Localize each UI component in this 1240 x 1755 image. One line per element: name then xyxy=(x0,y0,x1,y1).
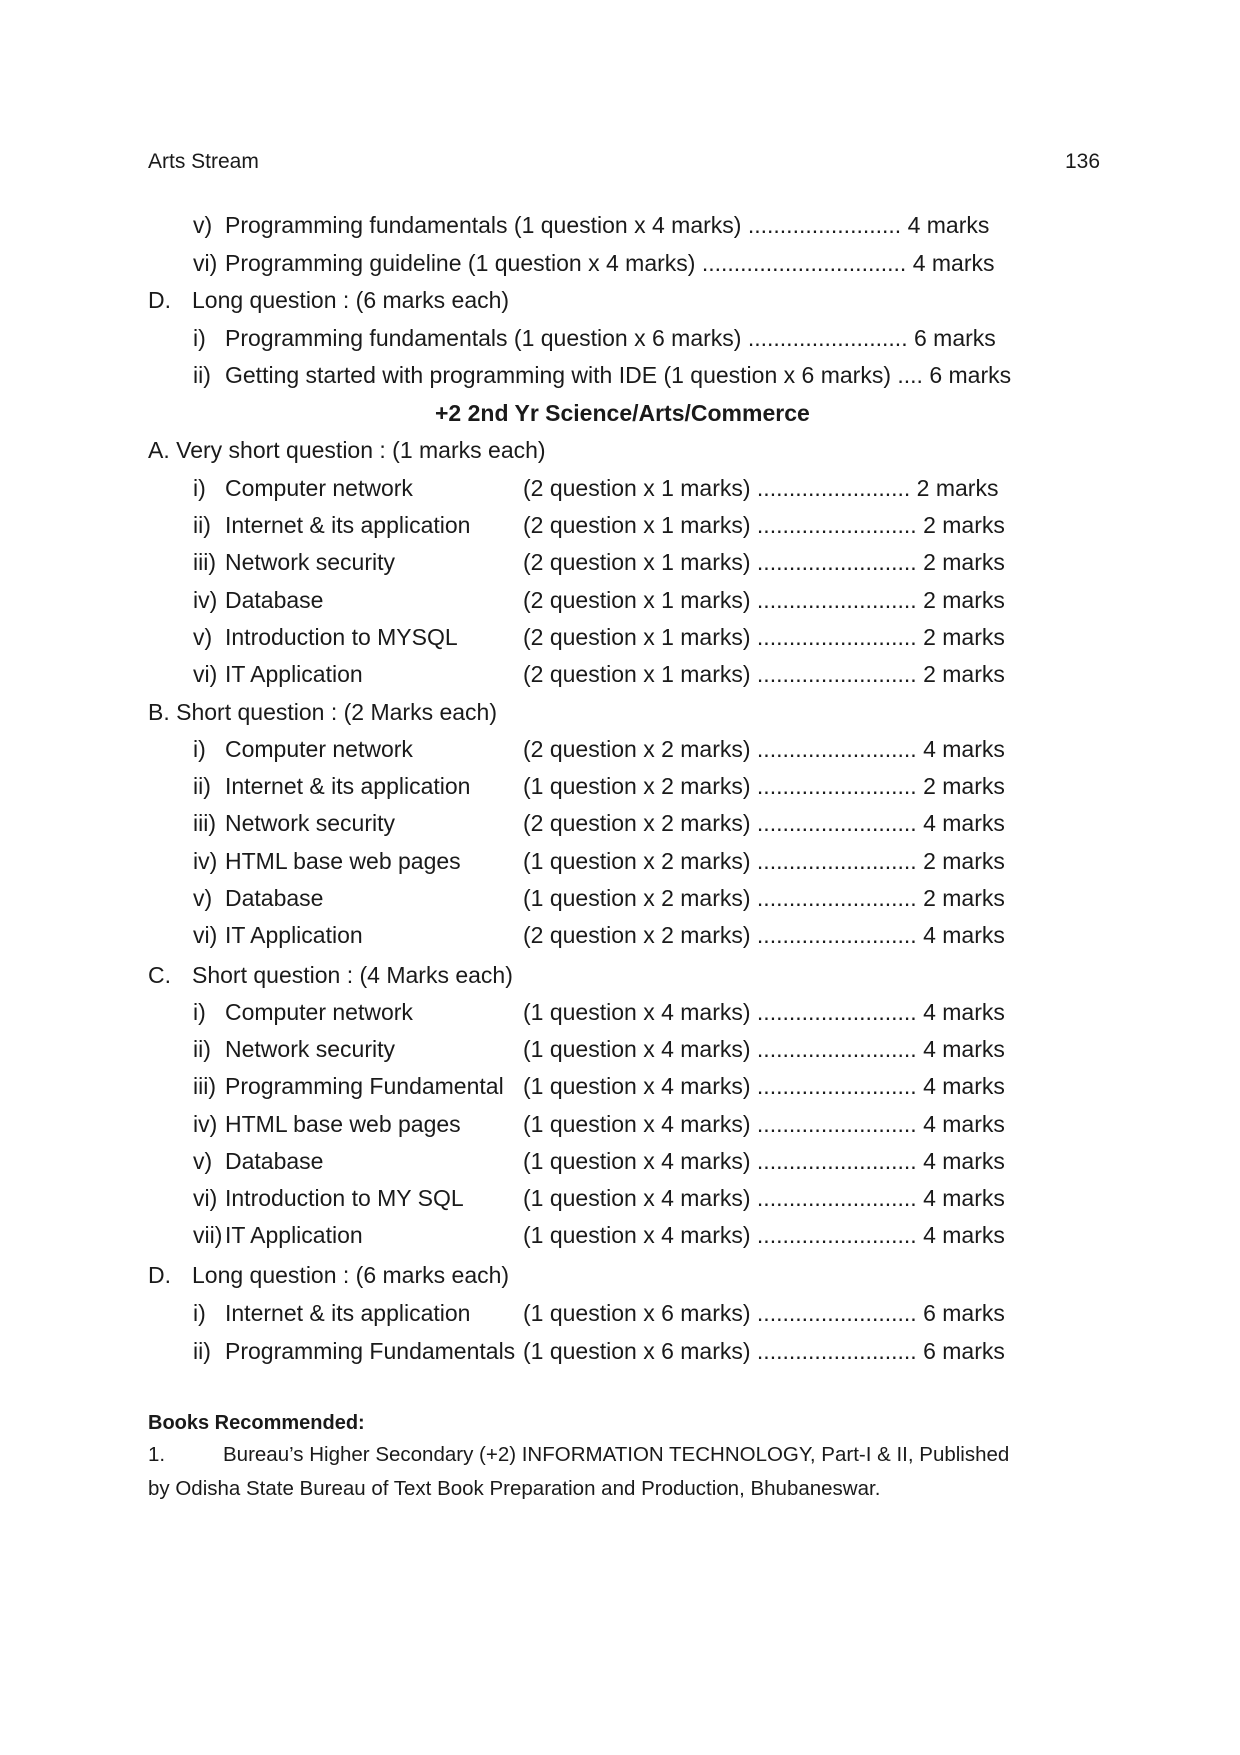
marks-detail: (2 question x 1 marks) ......................... 2 marks xyxy=(523,661,1005,687)
list-item: v) Programming fundamentals (1 question x 4 marks) ........................ 4 marks xyxy=(193,212,990,238)
marks-detail: (2 question x 1 marks) ......................... 2 marks xyxy=(523,586,1005,613)
subject-name: Network security xyxy=(225,549,395,576)
subject-name: Database xyxy=(225,586,324,613)
books-heading: Books Recommended: xyxy=(148,1412,365,1434)
list-item: iv) HTML base web pages (1 question x 4 marks) ......................... 4 marks xyxy=(193,1110,1005,1137)
list-item: iii) Network security (2 question x 2 marks) ......................... 4 marks xyxy=(193,810,1005,837)
marks-detail: (2 question x 1 marks) ........................ 2 marks xyxy=(523,475,999,501)
section-heading: D. Long question : (6 marks each) xyxy=(148,287,510,313)
marks-detail: (1 question x 2 marks) ......................... 2 marks xyxy=(523,847,1005,874)
list-item: ii) Network security (1 question x 4 marks) ......................... 4 marks xyxy=(193,1036,1005,1063)
list-item: v) Introduction to MYSQL (2 question x 1 marks) ......................... 2 marks xyxy=(193,623,1005,650)
subject-name: IT Application xyxy=(225,922,363,948)
book-entry: 1. Bureau’s Higher Secondary (+2) INFORMATION TECHNOLOGY, Part-I & II, Published xyxy=(148,1443,1010,1466)
marks-detail: (2 question x 1 marks) ......................... 2 marks xyxy=(523,512,1005,539)
list-item: ii) Internet & its application (1 question x 2 marks) ......................... 2 marks xyxy=(193,773,1005,800)
list-item: vii) IT Application (1 question x 4 marks) ......................... 4 marks xyxy=(193,1222,1005,1249)
marks-detail: (1 question x 6 marks) ......................... 6 marks xyxy=(523,1337,1005,1364)
marks-detail: (2 question x 1 marks) ......................... 2 marks xyxy=(523,623,1005,650)
marks-detail: (1 question x 6 marks) ......................... 6 marks xyxy=(523,1300,1005,1326)
subject-name: Database xyxy=(225,884,324,911)
marks-detail: (1 question x 4 marks) ......................... 4 marks xyxy=(523,1222,1005,1249)
subject-name: Computer network xyxy=(225,475,413,501)
marks-detail: (2 question x 2 marks) ......................... 4 marks xyxy=(523,922,1005,948)
list-item: v) Database (1 question x 4 marks) ......................... 4 marks xyxy=(193,1147,1005,1174)
list-item: ii) Programming Fundamentals (1 question x 6 marks) ......................... 6 marks xyxy=(193,1337,1005,1364)
marks-detail: (2 question x 1 marks) ......................... 2 marks xyxy=(523,549,1005,576)
subject-name: Programming Fundamentals xyxy=(225,1337,516,1364)
list-item: iv) Database (2 question x 1 marks) ......................... 2 marks xyxy=(193,586,1005,613)
list-item: iii) Programming Fundamental (1 question x 4 marks) ......................... 4 marks xyxy=(193,1073,1005,1100)
page-heading: +2 2nd Yr Science/Arts/Commerce xyxy=(435,400,810,426)
marks-detail: (1 question x 2 marks) ......................... 2 marks xyxy=(523,773,1005,800)
subject-name: HTML base web pages xyxy=(225,1110,461,1137)
list-item: i) Computer network (2 question x 2 marks) ......................... 4 marks xyxy=(193,736,1005,762)
subject-name: Computer network xyxy=(225,999,413,1025)
subject-name: Internet & its application xyxy=(225,773,471,800)
marks-detail: (2 question x 2 marks) ......................... 4 marks xyxy=(523,736,1005,762)
marks-detail: (2 question x 2 marks) ......................... 4 marks xyxy=(523,810,1005,837)
list-item: vi) IT Application (2 question x 2 marks) ......................... 4 marks xyxy=(193,922,1005,948)
marks-detail: (1 question x 4 marks) ......................... 4 marks xyxy=(523,1147,1005,1174)
list-item: v) Database (1 question x 2 marks) ......................... 2 marks xyxy=(193,884,1005,911)
subject-name: Internet & its application xyxy=(225,1300,471,1326)
list-item: vi) Programming guideline (1 question x 4 marks) ................................ 4 marks xyxy=(193,250,995,276)
subject-name: Introduction to MYSQL xyxy=(225,623,458,650)
section-heading: B. Short question : (2 Marks each) xyxy=(148,699,497,725)
marks-detail: (1 question x 4 marks) ......................... 4 marks xyxy=(523,1073,1005,1100)
marks-detail: (1 question x 2 marks) ......................... 2 marks xyxy=(523,884,1005,911)
subject-name: Programming Fundamental xyxy=(225,1073,504,1100)
list-item: iv) HTML base web pages (1 question x 2 marks) ......................... 2 marks xyxy=(193,847,1005,874)
marks-detail: (1 question x 4 marks) ......................... 4 marks xyxy=(523,999,1005,1025)
subject-name: Database xyxy=(225,1147,324,1174)
list-item: i) Computer network (1 question x 4 marks) ......................... 4 marks xyxy=(193,999,1005,1025)
list-item: i) Programming fundamentals (1 question x 6 marks) ......................... 6 marks xyxy=(193,325,996,351)
marks-detail: (1 question x 4 marks) ......................... 4 marks xyxy=(523,1110,1005,1137)
list-item: i) Computer network (2 question x 1 marks) ........................ 2 marks xyxy=(193,475,999,501)
subject-name: Internet & its application xyxy=(225,512,471,539)
subject-name: Network security xyxy=(225,1036,395,1063)
subject-name: IT Application xyxy=(225,1222,363,1249)
list-item: iii) Network security (2 question x 1 marks) ......................... 2 marks xyxy=(193,549,1005,576)
book-entry-continued: by Odisha State Bureau of Text Book Preparation and Production, Bhubaneswar. xyxy=(148,1477,881,1500)
section-heading: D. Long question : (6 marks each) xyxy=(148,1262,510,1288)
marks-detail: (1 question x 4 marks) ......................... 4 marks xyxy=(523,1185,1005,1211)
running-header: Arts Stream xyxy=(148,150,259,173)
page-number: 136 xyxy=(1065,150,1101,173)
list-item: i) Internet & its application (1 question x 6 marks) ......................... 6 marks xyxy=(193,1300,1005,1326)
section-heading: C. Short question : (4 Marks each) xyxy=(148,962,513,988)
subject-name: IT Application xyxy=(225,661,363,687)
subject-name: Computer network xyxy=(225,736,413,762)
list-item: ii) Getting started with programming with IDE (1 question x 6 marks) .... 6 marks xyxy=(193,362,1012,388)
list-item: vi) IT Application (2 question x 1 marks) ......................... 2 marks xyxy=(193,661,1005,687)
marks-detail: (1 question x 4 marks) ......................... 4 marks xyxy=(523,1036,1005,1063)
subject-name: Network security xyxy=(225,810,395,837)
list-item: ii) Internet & its application (2 question x 1 marks) ......................... 2 marks xyxy=(193,512,1005,539)
subject-name: Introduction to MY SQL xyxy=(225,1185,464,1211)
subject-name: HTML base web pages xyxy=(225,847,461,874)
list-item: vi) Introduction to MY SQL (1 question x 4 marks) ......................... 4 marks xyxy=(193,1185,1005,1211)
section-heading: A. Very short question : (1 marks each) xyxy=(148,437,546,463)
